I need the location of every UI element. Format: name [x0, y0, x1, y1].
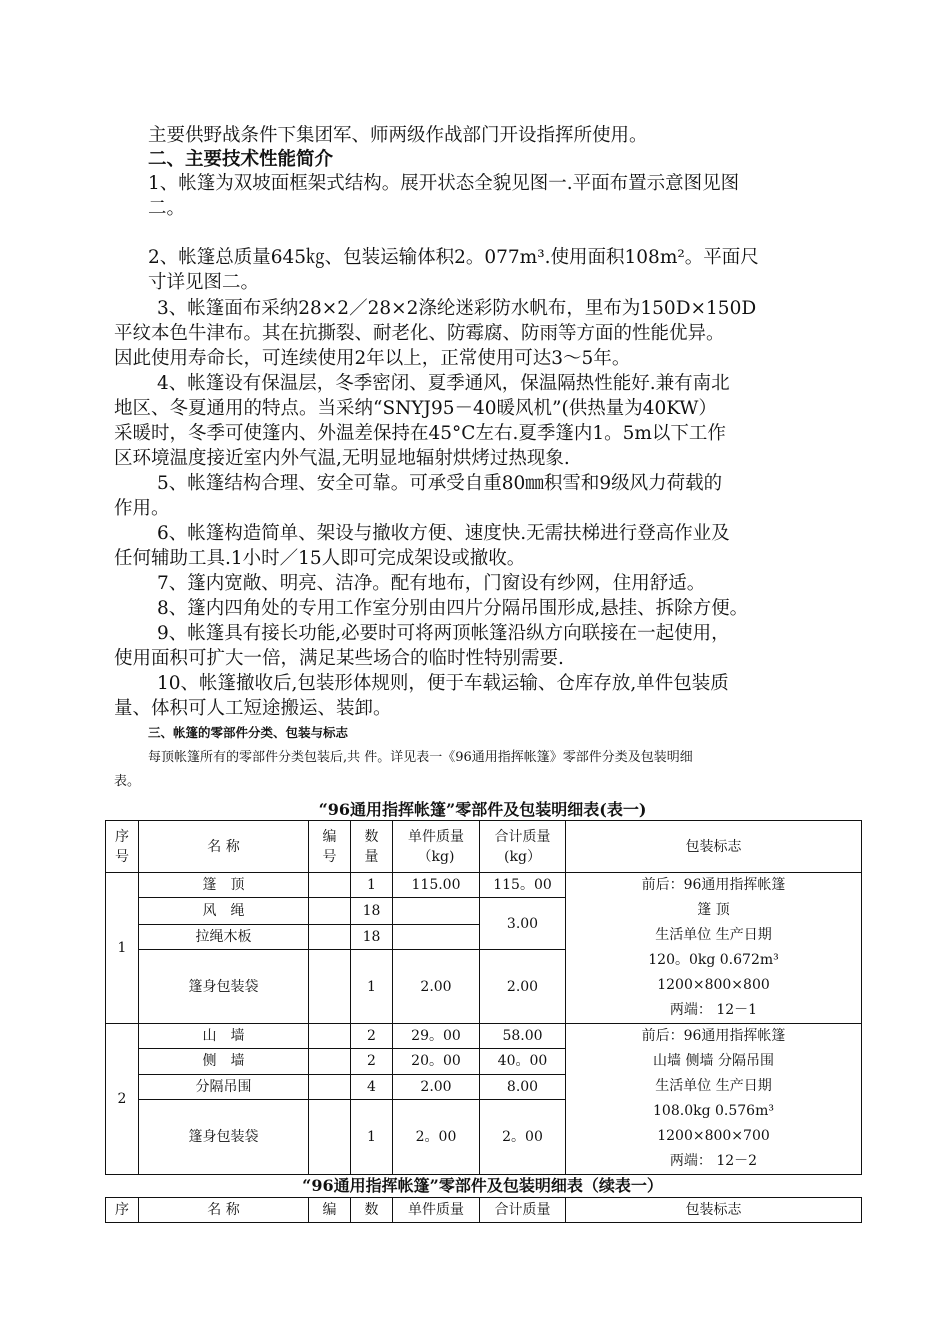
row-total-mass: 58.00 [480, 1024, 566, 1049]
header-marking: 包装标志 [566, 1198, 862, 1223]
header-seq: 序 号 [106, 821, 139, 873]
item-4-line-2: 地区、冬夏通用的特点。当采纳“SNYJ95－40暖风机”(供热量为40KW） [114, 398, 717, 419]
row-unit-mass: 20。00 [393, 1049, 480, 1074]
header-code: 编 号 [309, 821, 351, 873]
row-name: 拉绳木板 [139, 925, 309, 950]
item-8: 8、篷内四角处的专用工作室分别由四片分隔吊围形成,悬挂、拆除方便。 [157, 598, 749, 619]
row-total-mass: 2。00 [480, 1099, 566, 1174]
row-code [309, 873, 351, 898]
row-total-mass-merged: 3.00 [480, 898, 566, 950]
header-unit-mass: 单件质量 [393, 1198, 480, 1223]
row-name: 篷 顶 [139, 873, 309, 898]
header-marking: 包装标志 [566, 821, 862, 873]
item-4-line-3: 采暖时，冬季可使篷内、外温差保持在45°C左右.夏季篷内1。5m以下工作 [114, 423, 726, 444]
group-1-seq: 1 [106, 873, 139, 1024]
table-1-title: “96通用指挥帐篷”零部件及包装明细表(表一) [318, 800, 647, 819]
row-code [309, 1049, 351, 1074]
row-code [309, 898, 351, 925]
row-total-mass: 115。00 [480, 873, 566, 898]
parts-table-continued [105, 1197, 862, 1223]
row-qty: 2 [351, 1049, 393, 1074]
parts-table [105, 820, 862, 1175]
item-2-line-1: 2、帐篷总质量645㎏、包装运输体积2。077m³.使用面积108m²。平面尺 [148, 247, 759, 268]
row-qty: 1 [351, 873, 393, 898]
header-total-mass: 合计质量 [480, 1198, 566, 1223]
item-2-line-2: 寸详见图二。 [148, 272, 260, 293]
header-name: 名 称 [139, 1198, 309, 1223]
row-unit-mass: 29。00 [393, 1024, 480, 1049]
intro-line: 主要供野战条件下集团军、师两级作战部门开设指挥所使用。 [148, 125, 648, 146]
header-seq: 序 [106, 1198, 139, 1223]
table-row [106, 1024, 862, 1049]
row-unit-mass: 2.00 [393, 950, 480, 1024]
row-total-mass: 8.00 [480, 1074, 566, 1099]
item-3-line-3: 因此使用寿命长，可连续使用2年以上，正常使用可达3～5年。 [114, 348, 631, 369]
row-qty: 1 [351, 1099, 393, 1174]
row-name: 风 绳 [139, 898, 309, 925]
table-row [106, 873, 862, 898]
header-total-mass: 合计质量 (kg） [480, 821, 566, 873]
group-1-marking: 前后：96通用指挥帐篷 篷 顶 生活单位 生产日期 120。0kg 0.672m³ 1200×800×800 两端： 12－1 [566, 873, 862, 1024]
row-unit-mass [393, 925, 480, 950]
row-name: 篷身包装袋 [139, 950, 309, 1024]
item-3-line-1: 3、帐篷面布采纳28×2／28×2涤纶迷彩防水帆布，里布为150D×150D [157, 298, 757, 319]
row-total-mass: 40。00 [480, 1049, 566, 1074]
row-code [309, 1074, 351, 1099]
section-3-heading: 三、帐篷的零部件分类、包装与标志 [148, 725, 349, 740]
row-code [309, 1024, 351, 1049]
row-name: 山 墙 [139, 1024, 309, 1049]
item-4-line-4: 区环境温度接近室内外气温,无明显地辐射烘烤过热现象. [114, 448, 570, 469]
header-code: 编 [309, 1198, 351, 1223]
row-unit-mass: 2.00 [393, 1074, 480, 1099]
item-9-line-1: 9、帐篷具有接长功能,必要时可将两顶帐篷沿纵方向联接在一起使用， [157, 623, 730, 644]
section-3-text-line-1: 每顶帐篷所有的零部件分类包装后,共 件。详见表一《96通用指挥帐篷》零部件分类及包装明细 [148, 750, 693, 765]
table-header-row [106, 1198, 862, 1223]
row-total-mass: 2.00 [480, 950, 566, 1024]
item-6-line-2: 任何辅助工具.1小时／15人即可完成架设或撤收。 [114, 548, 526, 569]
row-name: 分隔吊围 [139, 1074, 309, 1099]
row-name: 侧 墙 [139, 1049, 309, 1074]
item-5-line-1: 5、帐篷结构合理、安全可靠。可承受自重80㎜积雪和9级风力荷载的 [157, 473, 723, 494]
row-code [309, 950, 351, 1024]
row-unit-mass: 2。00 [393, 1099, 480, 1174]
item-9-line-2: 使用面积可扩大一倍，满足某些场合的临时性特别需要. [114, 648, 564, 669]
section-3-text-line-2: 表。 [114, 774, 141, 789]
row-unit-mass: 115.00 [393, 873, 480, 898]
item-5-line-2: 作用。 [114, 498, 170, 519]
group-2-seq: 2 [106, 1024, 139, 1175]
item-6-line-1: 6、帐篷构造简单、架设与撤收方便、速度快.无需扶梯进行登高作业及 [157, 523, 730, 544]
table-2-title: “96通用指挥帐篷”零部件及包装明细表（续表一） [302, 1176, 663, 1195]
row-code [309, 925, 351, 950]
item-10-line-1: 10、帐篷撤收后,包装形体规则，便于车载运输、仓库存放,单件包装质 [157, 673, 729, 694]
item-4-line-1: 4、帐篷设有保温层，冬季密闭、夏季通风，保温隔热性能好.兼有南北 [157, 373, 730, 394]
header-name: 名 称 [139, 821, 309, 873]
item-1-line-1: 1、帐篷为双坡面框架式结构。展开状态全貌见图一.平面布置示意图见图 [148, 173, 740, 194]
item-3-line-2: 平纹本色牛津布。其在抗撕裂、耐老化、防霉腐、防雨等方面的性能优异。 [114, 323, 725, 344]
section-2-heading: 二、主要技术性能简介 [148, 149, 334, 170]
header-qty: 数 量 [351, 821, 393, 873]
item-10-line-2: 量、体积可人工短途搬运、装卸。 [114, 698, 392, 719]
header-qty: 数 [351, 1198, 393, 1223]
row-unit-mass [393, 898, 480, 925]
row-qty: 4 [351, 1074, 393, 1099]
header-unit-mass: 单件质量 （kg) [393, 821, 480, 873]
item-7: 7、篷内宽敞、明亮、洁净。配有地布，门窗设有纱网，住用舒适。 [157, 573, 706, 594]
group-2-marking: 前后：96通用指挥帐篷 山墙 侧墙 分隔吊围 生活单位 生产日期 108.0kg 0.576m³ 1200×800×700 两端： 12－2 [566, 1024, 862, 1175]
row-code [309, 1099, 351, 1174]
row-name: 篷身包装袋 [139, 1099, 309, 1174]
item-1-line-2: 二。 [148, 198, 186, 219]
row-qty: 18 [351, 925, 393, 950]
row-qty: 1 [351, 950, 393, 1024]
row-qty: 18 [351, 898, 393, 925]
row-qty: 2 [351, 1024, 393, 1049]
table-header-row [106, 821, 862, 873]
